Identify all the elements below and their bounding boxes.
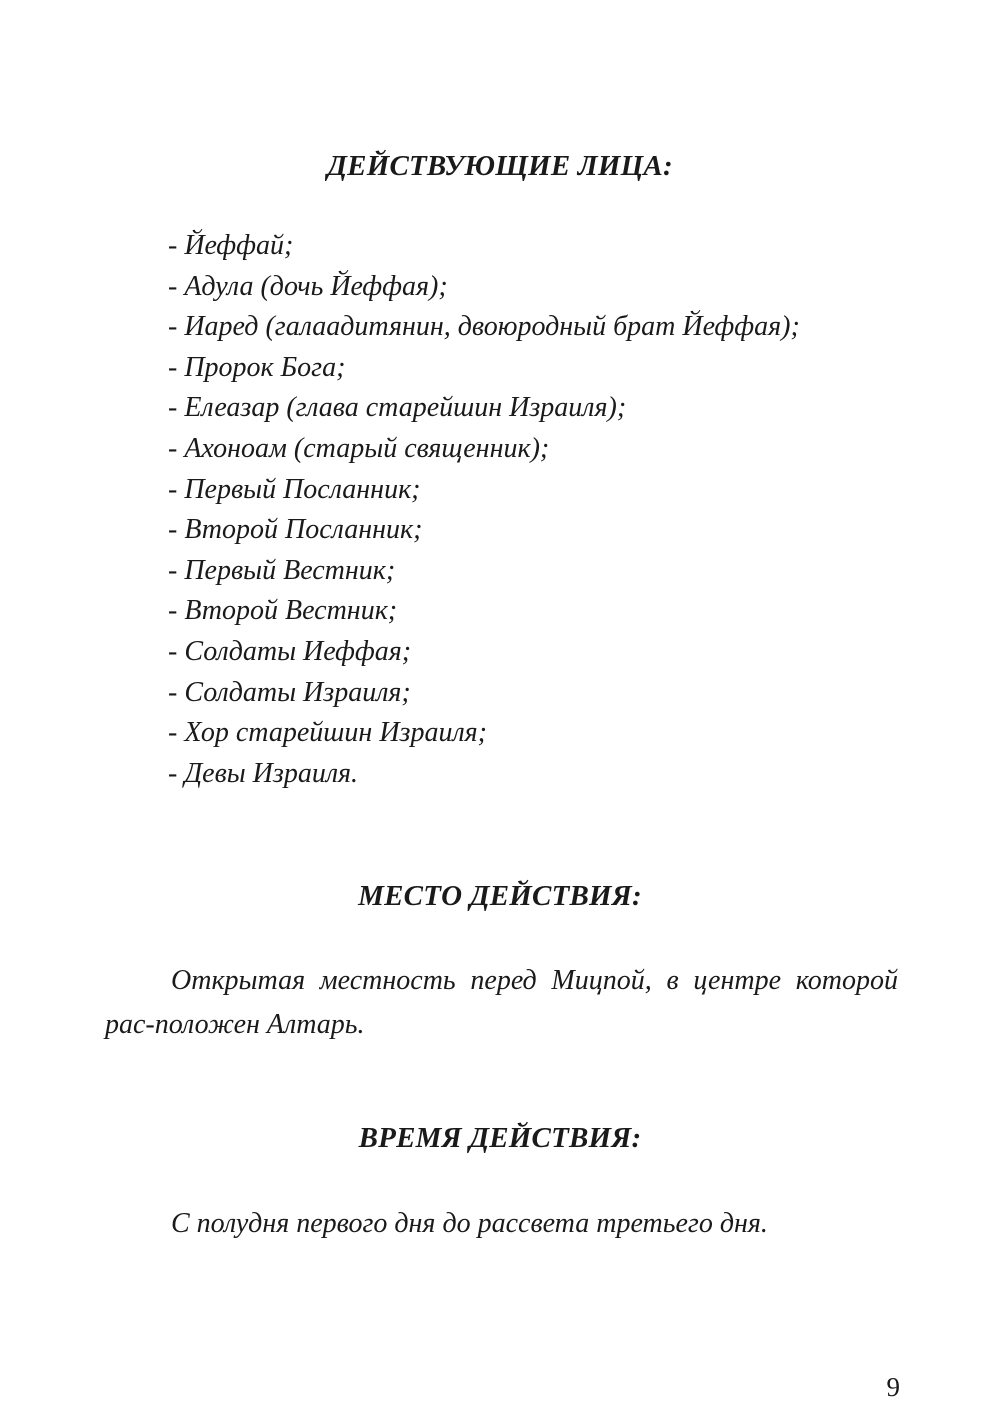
cast-item: - Иаред (галаадитянин, двоюродный брат Йеффая); — [168, 311, 800, 343]
time-description: С полудня первого дня до рассвета третьего дня. — [171, 1208, 768, 1239]
cast-item: - Девы Израиля. — [168, 757, 359, 789]
cast-item: - Йеффай; — [168, 230, 294, 261]
cast-heading: ДЕЙСТВУЮЩИЕ ЛИЦА: — [327, 150, 673, 182]
cast-item: - Елеазар (глава старейшин Израиля); — [168, 392, 627, 424]
cast-item: - Ахоноам (старый священник); — [168, 432, 550, 464]
cast-item: - Второй Вестник; — [168, 595, 398, 627]
place-description: Открытая местность перед Мицпой, в центре которой рас-положен Алтарь. — [105, 965, 898, 1040]
cast-item: - Второй Посланник; — [168, 514, 423, 546]
cast-item: - Первый Вестник; — [168, 554, 396, 586]
cast-item: - Первый Посланник; — [168, 473, 421, 505]
cast-item: - Адула (дочь Йеффая); — [168, 270, 448, 302]
cast-list — [168, 226, 800, 794]
place-heading: МЕСТО ДЕЙСТВИЯ: — [358, 880, 642, 912]
page-number: 9 — [886, 1372, 900, 1402]
cast-item: - Солдаты Израиля; — [168, 676, 411, 708]
cast-item: - Пророк Бога; — [168, 351, 346, 383]
cast-item: - Солдаты Иеффая; — [168, 635, 412, 667]
time-heading: ВРЕМЯ ДЕЙСТВИЯ: — [358, 1122, 642, 1154]
cast-item: - Хор старейшин Израиля; — [168, 717, 488, 749]
